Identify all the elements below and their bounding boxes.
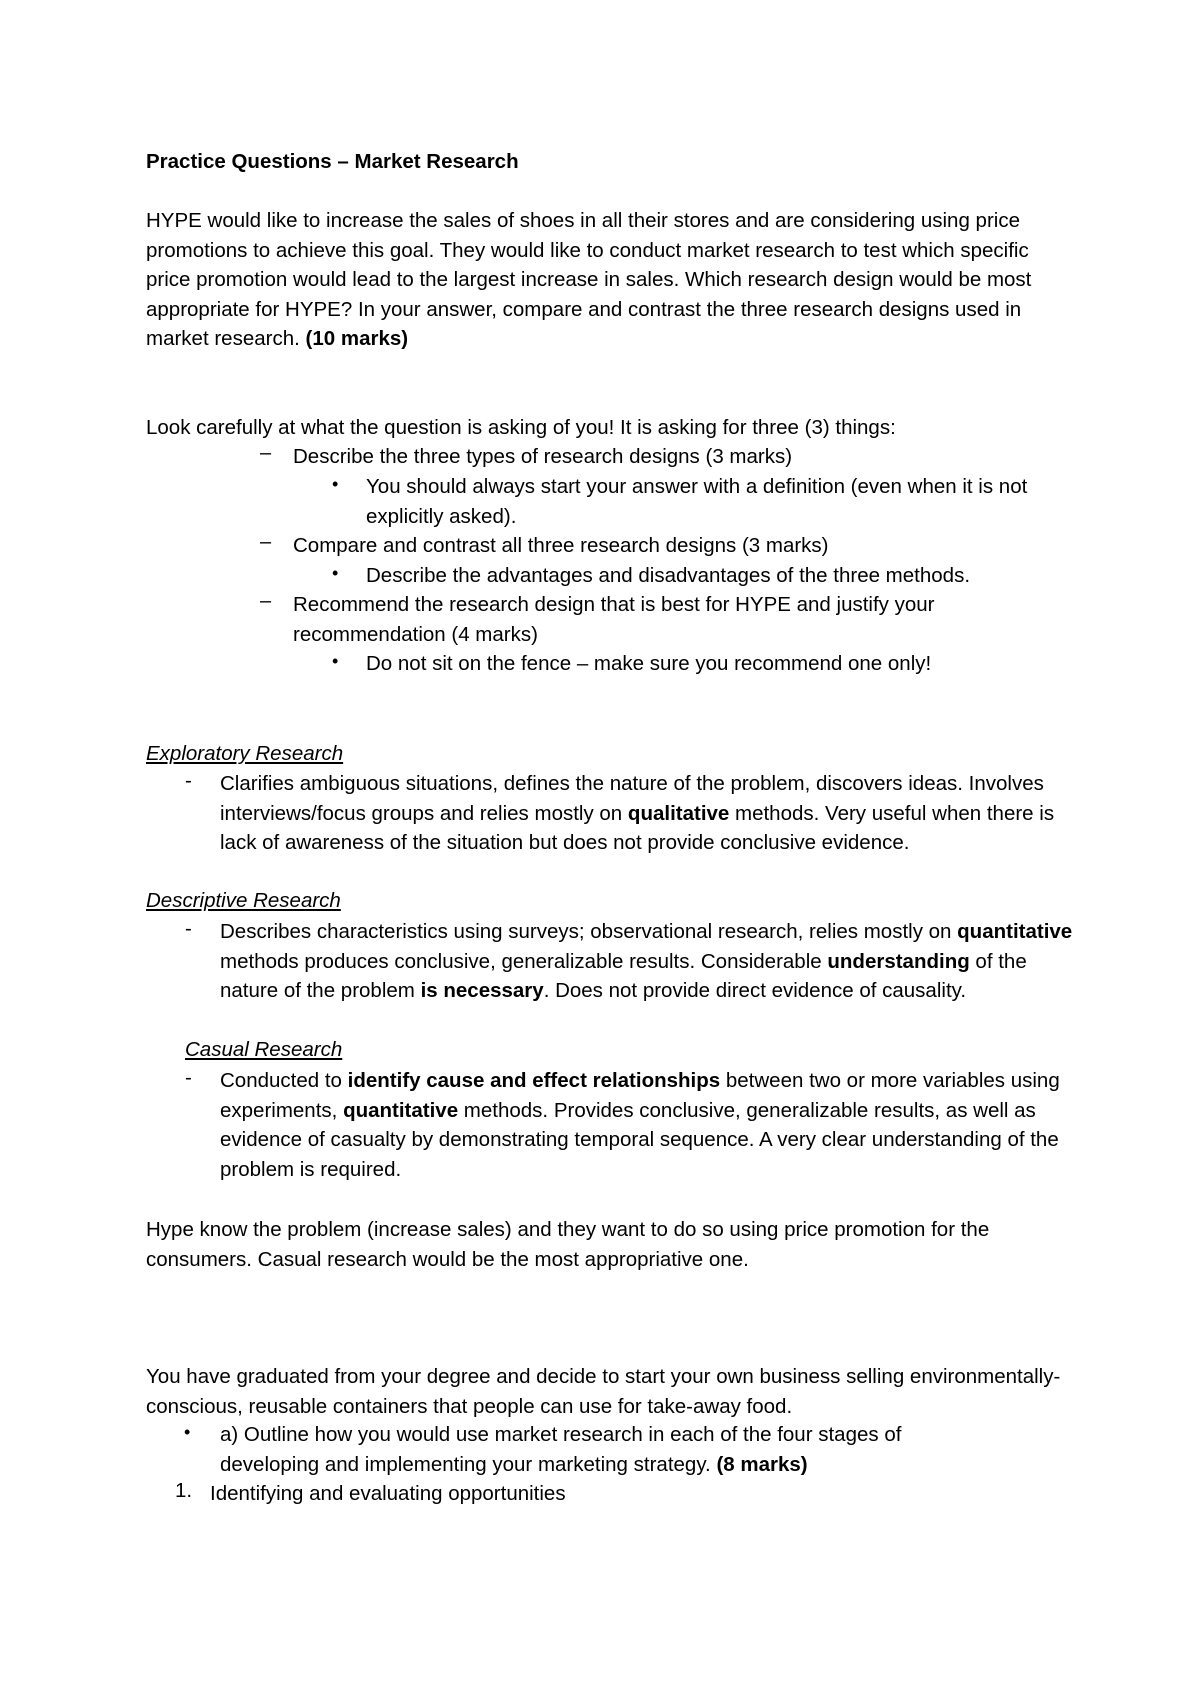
page-title: Practice Questions – Market Research bbox=[146, 150, 519, 173]
question-2-intro: You have graduated from your degree and decide to start your own business selling environmentally-conscious, reusable containers that people can use for take-away food. bbox=[146, 1365, 1061, 1418]
dash-marker: – bbox=[260, 531, 272, 553]
text-span: methods. Provides conclusive, generalizable results, as well as evidence of casualty by demonstrating temporal sequence. A very clear understanding of the problem is required. bbox=[220, 1098, 1059, 1181]
task-subitem: You should always start your answer with a definition (even when it is not explicitly asked). bbox=[366, 475, 1028, 528]
bold-term: quantitative bbox=[343, 1098, 459, 1122]
marks: (8 marks) bbox=[716, 1452, 808, 1476]
bullet-marker: • bbox=[332, 563, 339, 583]
bold-term: qualitative bbox=[627, 801, 730, 825]
question-1-marks: (10 marks) bbox=[305, 327, 409, 350]
heading-casual-research: Casual Research bbox=[185, 1038, 343, 1061]
question-2-part-a bbox=[220, 1420, 980, 1479]
hyphen-marker: - bbox=[185, 917, 192, 940]
bold-term: identify cause and effect relationships bbox=[347, 1069, 721, 1092]
dash-marker: – bbox=[260, 442, 272, 464]
heading-descriptive-research: Descriptive Research bbox=[146, 889, 341, 912]
bullet-marker: • bbox=[332, 651, 339, 671]
question-1 bbox=[146, 206, 1076, 354]
list-number: 1. bbox=[175, 1479, 193, 1502]
text-span: between two or more variables using experiments, bbox=[220, 1069, 1060, 1122]
text-span: a) Outline how you would use market research in each of the four stages of developing and implementing your marketing strategy. bbox=[220, 1423, 902, 1476]
question-1-text: HYPE would like to increase the sales of shoes in all their stores and are considering using price promotions to achieve this goal. They would like to conduct market research to test which specific price promotion would lead to the largest increase in sales. Which research design would be most appropriate for HYPE? In your answer, compare and contrast the three research designs used in market research. bbox=[146, 209, 1032, 350]
task-item: Compare and contrast all three research designs (3 marks) bbox=[293, 534, 829, 557]
text-span: Describes characteristics using surveys; observational research, relies mostly on bbox=[220, 920, 958, 943]
dash-marker: – bbox=[260, 590, 272, 612]
text-span: . Does not provide direct evidence of causality. bbox=[543, 979, 967, 1002]
descriptive-description bbox=[220, 917, 1075, 1006]
hyphen-marker: - bbox=[185, 769, 192, 792]
bullet-marker: • bbox=[332, 474, 339, 494]
text-span: Conducted to bbox=[220, 1069, 348, 1092]
text-span: methods produces conclusive, generalizable results. Considerable bbox=[220, 949, 828, 973]
bullet-marker: • bbox=[184, 1422, 191, 1442]
task-item: Describe the three types of research designs (3 marks) bbox=[293, 445, 793, 468]
task-item: Recommend the research design that is best for HYPE and justify your recommendation (4 marks) bbox=[293, 593, 935, 646]
conclusion-paragraph: Hype know the problem (increase sales) and they want to do so using price promotion for the consumers. Casual research would be the most appropriative one. bbox=[146, 1218, 990, 1271]
text-span: of the nature of the problem bbox=[220, 949, 1027, 1002]
text-span: methods. Very useful when there is lack of awareness of the situation but does not provide conclusive evidence. bbox=[220, 801, 1055, 854]
exploratory-description bbox=[220, 769, 1075, 858]
text-span: Clarifies ambiguous situations, defines the nature of the problem, discovers ideas. Involves interviews/focus groups and relies mostly on bbox=[220, 772, 1044, 825]
task-subitem: Describe the advantages and disadvantages of the three methods. bbox=[366, 564, 971, 587]
task-subitem: Do not sit on the fence – make sure you recommend one only! bbox=[366, 652, 932, 675]
hyphen-marker: - bbox=[185, 1066, 192, 1089]
instruction-intro: Look carefully at what the question is asking of you! It is asking for three (3) things: bbox=[146, 416, 896, 439]
heading-exploratory-research: Exploratory Research bbox=[146, 742, 344, 765]
bold-term: quantitative bbox=[957, 920, 1073, 943]
bold-term: is necessary bbox=[420, 979, 544, 1002]
numbered-item: Identifying and evaluating opportunities bbox=[210, 1482, 566, 1505]
bold-term: understanding bbox=[827, 949, 970, 973]
casual-description bbox=[220, 1066, 1075, 1184]
